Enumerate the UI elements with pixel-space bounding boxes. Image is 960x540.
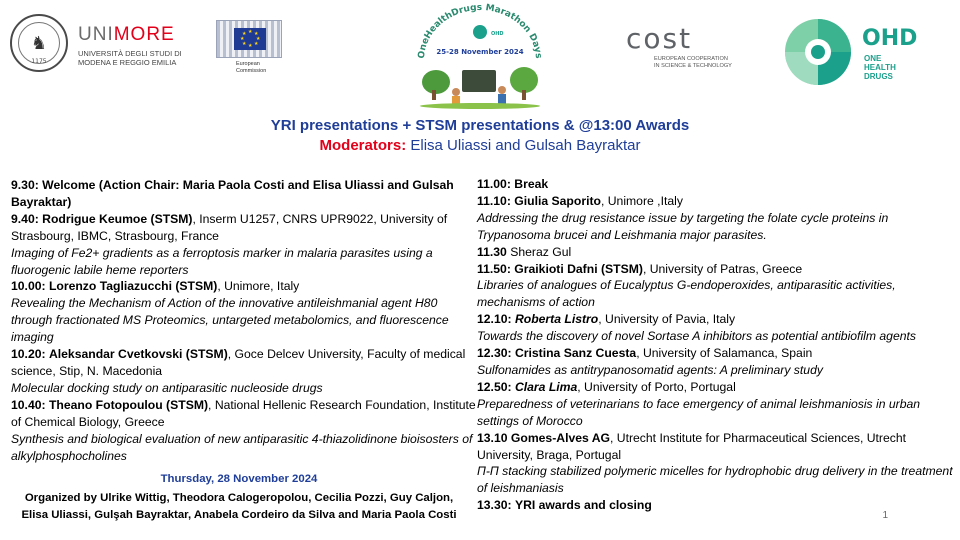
program-right-column (477, 176, 953, 514)
page-title: YRI presentations + STSM presentations & @13:00 Awards (270, 117, 690, 134)
talk-title: Sulfonamides as antitrypanosomatid agents: A preliminary study (477, 362, 823, 377)
talk-title: Π-Π stacking stabilized polymeric micelles for hydrophobic drug delivery in the treatment of leishmaniasis (477, 464, 953, 496)
program-entry: 11.10: Giulia Saporito, Unimore ,Italy (477, 193, 683, 208)
cost-logo (618, 22, 748, 72)
talk-title: Molecular docking study on antiparasitic nucleoside drugs (11, 380, 323, 395)
program-entry: 12.50: Clara Lima, University of Porto, Portugal (477, 379, 736, 394)
moderators-names: Elisa Uliassi and Gulsah Bayraktar (410, 137, 641, 154)
program-entry: 9.40: Rodrigue Keumoe (STSM), Inserm U1257, CNRS UPR9022, University of Strasbourg, IBMC, Strasbourg, France (11, 211, 448, 243)
talk-title: Revealing the Mechanism of Action of the innovative antileishmanial agent H80 through fractionated MS Proteomics, untargeted metabolomics, and fluorescence imaging (11, 296, 449, 345)
talk-title: Addressing the drug resistance issue by targeting the folate cycle proteins in Trypanosoma brucei and Leishmania major parasites. (477, 210, 889, 242)
program-entry: 10.00: Lorenzo Tagliazucchi (STSM), Unimore, Italy (11, 279, 300, 294)
talk-title: Libraries of analogues of Eucalyptus G-endoperoxides, antiparasitic activities, mechanisms of action (477, 278, 896, 310)
moderators-line: Moderators: Elisa Uliassi and Gulsah Bayraktar (319, 137, 641, 154)
program-entry: 13.10 Gomes-Alves AG, Utrecht Institute for Pharmaceutical Sciences, Utrecht University, Braga, Portugal (477, 430, 907, 462)
page-number: 1 (882, 510, 888, 521)
talk-title: Synthesis and biological evaluation of new antiparasitic 4-thiazolidinone bioisosters of alkylphosphocholines (11, 431, 473, 463)
one-health-drugs-logo (782, 16, 932, 88)
event-dates: 25-28 November 2024 (436, 48, 524, 56)
event-date: Thursday, 28 November 2024 (160, 473, 318, 485)
ohd-emblem-icon (782, 16, 858, 88)
program-entry: 12.10: Roberta Listro, University of Pavia, Italy (477, 312, 736, 327)
program-entry: 10.40: Theano Fotopoulou (STSM), National Hellenic Research Foundation, Institute of Chemical Biology, Greece (11, 397, 476, 429)
cost-wordmark: cost (626, 22, 693, 55)
program-entry: 12.30: Cristina Sanz Cuesta, University of Salamanca, Spain (477, 346, 813, 361)
european-commission-logo (216, 20, 286, 78)
marathon-days-logo (404, 2, 554, 110)
eu-flag-icon: ★ ★ ★ ★ ★ ★ ★ ★ (234, 28, 266, 50)
program-entry: 11.30 Sheraz Gul (477, 244, 572, 259)
program-entry: 10.20: Aleksandar Cvetkovski (STSM), Goce Delcev University, Faculty of medical science, Stip, N. Macedonia (11, 347, 466, 378)
talk-title: Towards the discovery of novel Sortase A inhibitors as potential antibiofilm agents (477, 329, 916, 344)
program-entry: 13.30: YRI awards and closing (477, 498, 652, 513)
program-left-column (11, 177, 477, 464)
talk-title: Imaging of Fe2+ gradients as a ferroptosis marker in malaria parasites using a fluorogenic labile heme reporters (11, 245, 433, 277)
university-seal-icon: ♞ 1175 (10, 14, 68, 72)
program-entry: 11.00: Break (477, 177, 549, 191)
event-arc-title: OneHealthDrugs Marathon Days (416, 2, 544, 60)
talk-title: Preparedness of veterinarians to face emergency of animal leishmaniosis in urban settings of Morocco (477, 396, 921, 428)
unimore-logo (10, 14, 185, 74)
ohd-subtitle: ONE HEALTH DRUGS (864, 54, 896, 81)
program-entry: 11.50: Graikioti Dafni (STSM), University of Patras, Greece (477, 261, 803, 276)
event-mini-label: OHD (491, 31, 504, 37)
ec-label: European Commission (236, 61, 267, 74)
cost-subtitle: EUROPEAN COOPERATION IN SCIENCE & TECHNOLOGY (654, 56, 732, 69)
organizers-list: Organized by Ulrike Wittig, Theodora Calogeropolou, Cecilia Pozzi, Guy Caljon, Elisa Uliassi, Gulşah Bayraktar, Anabela Cordeiro da Silva and Maria Paola Costi (21, 491, 457, 521)
program-entry: 9.30: Welcome (Action Chair: Maria Paola Costi and Elisa Uliassi and Gulsah Bayraktar) (11, 178, 454, 209)
ohd-wordmark: OHD (862, 26, 918, 51)
unimore-subtitle: UNIVERSITÀ DEGLI STUDI DI MODENA E REGGIO EMILIA (78, 49, 182, 67)
moderators-label: Moderators (319, 137, 402, 154)
organizers-footer (11, 471, 467, 523)
unimore-wordmark: UNIMORE (78, 24, 175, 45)
